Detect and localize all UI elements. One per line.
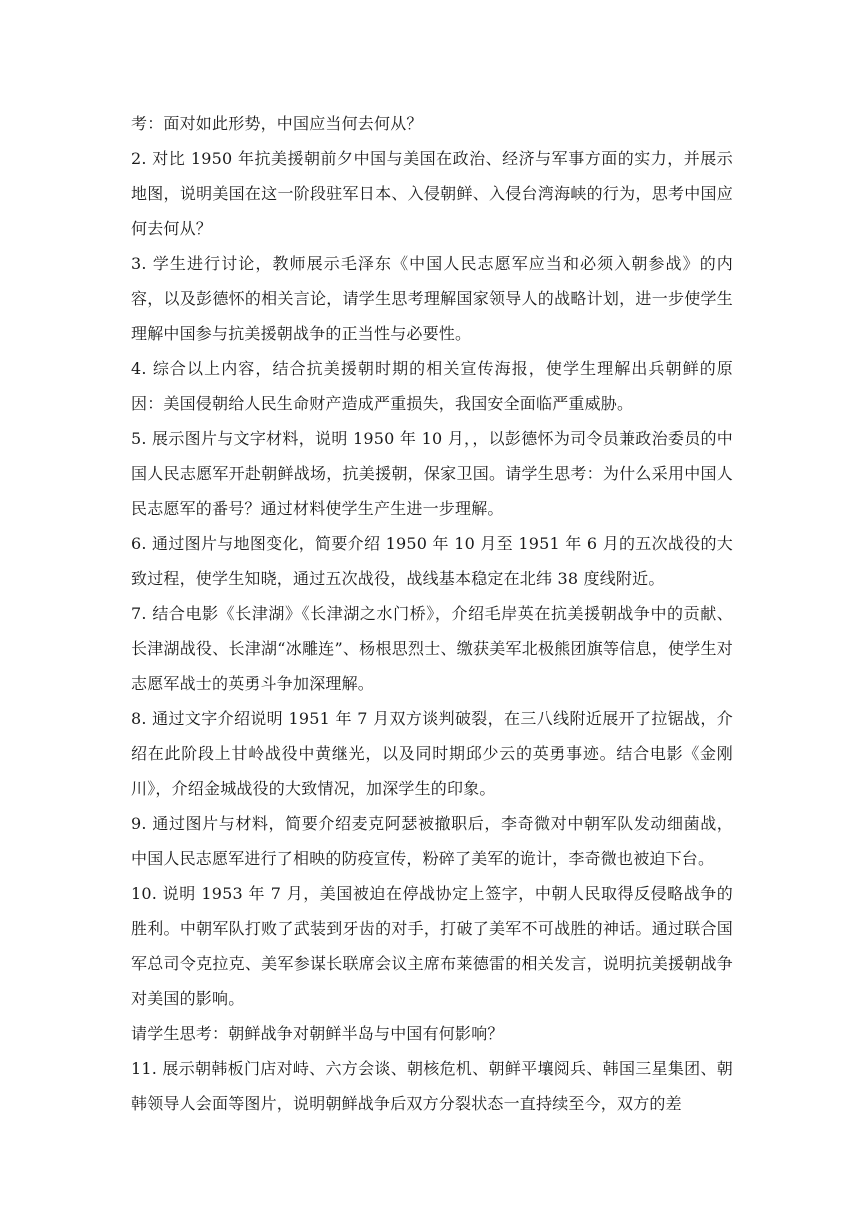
paragraph-item-6: 6. 通过图片与地图变化，简要介绍 1950 年 10 月至 1951 年 6 月的五次战役的大致过程，使学生知晓，通过五次战役，战线基本稳定在北纬 38 度线附近。: [131, 534, 733, 588]
paragraph-item-8: 8. 通过文字介绍说明 1951 年 7 月双方谈判破裂，在三八线附近展开了拉锯战，介绍在此阶段上甘岭战役中黄继光，以及同时期邱少云的英勇事迹。结合电影《金刚川》，介绍金城战役的大致情况，加深学生的印象。: [131, 709, 733, 798]
paragraph-item-4: 4. 综合以上内容，结合抗美援朝时期的相关宣传海报，使学生理解出兵朝鲜的原因：美国侵朝给人民生命财产造成严重损失，我国安全面临严重威胁。: [131, 359, 733, 413]
paragraph-student-question: 请学生思考：朝鲜战争对朝鲜半岛与中国有何影响？: [131, 1024, 504, 1043]
paragraph-item-10: 10. 说明 1953 年 7 月，美国被迫在停战协定上签字，中朝人民取得反侵略战争的胜利。中朝军队打败了武装到牙齿的对手，打破了美军不可战胜的神话。通过联合国军总司令克拉克、美军参谋长联席会议主席布莱德雷的相关发言，说明抗美援朝战争对美国的影响。: [131, 884, 733, 1008]
paragraph-item-7: 7. 结合电影《长津湖》《长津湖之水门桥》，介绍毛岸英在抗美援朝战争中的贡献、长津湖战役、长津湖“冰雕连”、杨根思烈士、缴获美军北极熊团旗等信息，使学生对志愿军战士的英勇斗争加深理解。: [131, 604, 733, 693]
paragraph-intro-question: 考：面对如此形势，中国应当何去何从？: [131, 114, 423, 133]
paragraph-item-2: 2. 对比 1950 年抗美援朝前夕中国与美国在政治、经济与军事方面的实力，并展示地图，说明美国在这一阶段驻军日本、入侵朝鲜、入侵台湾海峡的行为，思考中国应何去何从？: [131, 149, 733, 238]
paragraph-item-5: 5. 展示图片与文字材料，说明 1950 年 10 月，，以彭德怀为司令员兼政治委员的中国人民志愿军开赴朝鲜战场，抗美援朝，保家卫国。请学生思考：为什么采用中国人民志愿军的番号？通过材料使学生产生进一步理解。: [131, 429, 733, 518]
paragraph-item-9: 9. 通过图片与材料，简要介绍麦克阿瑟被撤职后，李奇微对中朝军队发动细菌战，中国人民志愿军进行了相映的防疫宣传，粉碎了美军的诡计，李奇微也被迫下台。: [131, 814, 733, 868]
document-body: [131, 106, 733, 1121]
paragraph-item-3: 3. 学生进行讨论，教师展示毛泽东《中国人民志愿军应当和必须入朝参战》的内容，以及彭德怀的相关言论，请学生思考理解国家领导人的战略计划，进一步使学生理解中国参与抗美援朝战争的正当性与必要性。: [131, 254, 733, 343]
paragraph-item-11: 11. 展示朝韩板门店对峙、六方会谈、朝核危机、朝鲜平壤阅兵、韩国三星集团、朝韩领导人会面等图片，说明朝鲜战争后双方分裂状态一直持续至今，双方的差: [131, 1059, 733, 1113]
